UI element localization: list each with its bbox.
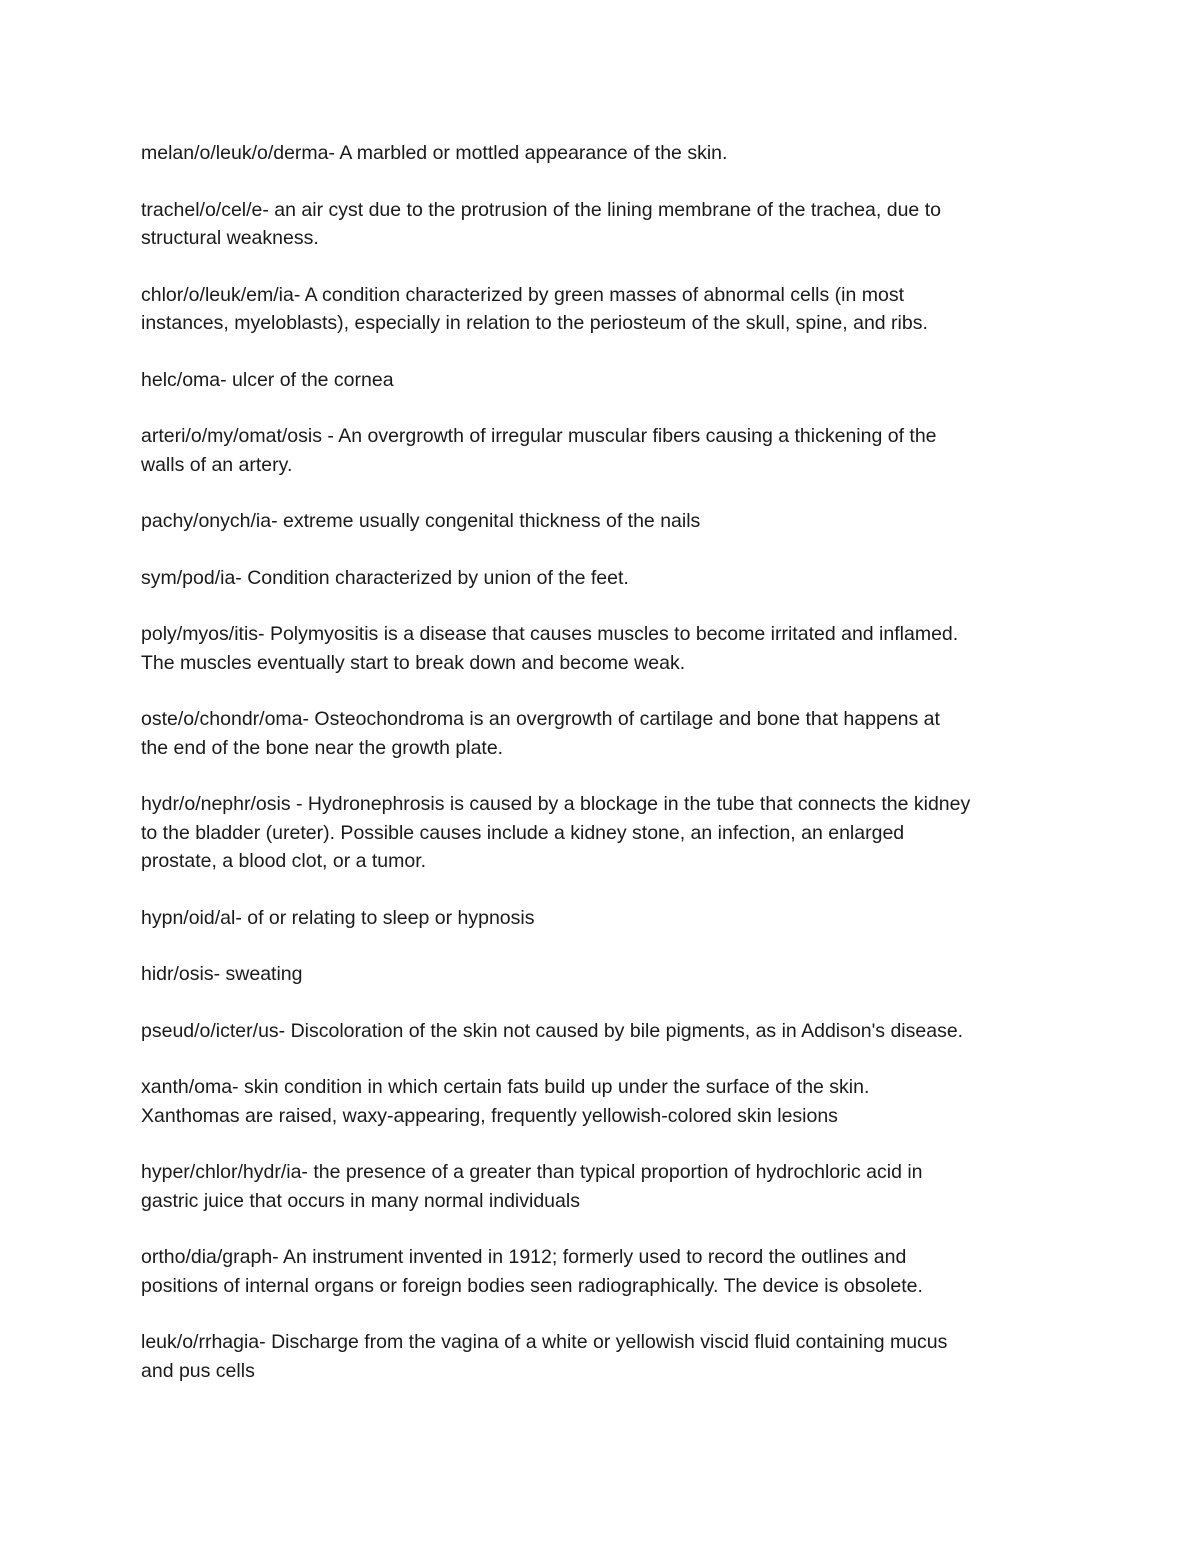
term-entry-polymyositis: poly/myos/itis- Polymyositis is a disease that causes muscles to become irritated and inflamed. The muscles eventually start to break down and become weak. — [141, 623, 959, 674]
term-entry-hidrosis: hidr/osis- sweating — [141, 963, 303, 985]
term-entry-orthodiagraph: ortho/dia/graph- An instrument invented in 1912; formerly used to record the outlines and positions of internal organs or foreign bodies seen radiographically. The device is obsolete. — [141, 1246, 923, 1297]
term-entry-arteriomyomatosis: arteri/o/my/omat/osis - An overgrowth of irregular muscular fibers causing a thickening of the walls of an artery. — [141, 425, 937, 476]
term-entry-xanthoma: xanth/oma- skin condition in which certain fats build up under the surface of the skin. Xanthomas are raised, waxy-appearing, frequently yellowish-colored skin lesions — [141, 1076, 870, 1127]
term-entry-tracheloceIe: trachel/o/cel/e- an air cyst due to the protrusion of the lining membrane of the trachea, due to structural weakness. — [141, 198, 941, 249]
term-entry-hydronephrosis: hydr/o/nephr/osis - Hydronephrosis is caused by a blockage in the tube that connects the kidney to the bladder (ureter). Possible causes include a kidney stone, an infection, an enlarged prostate, a blood clot, or a tumor. — [141, 793, 971, 872]
term-entry-sympodia: sym/pod/ia- Condition characterized by union of the feet. — [141, 566, 629, 589]
term-entry-pseudoicterus: pseud/o/icter/us- Discoloration of the skin not caused by bile pigments, as in Addison's disease. — [141, 1019, 964, 1042]
document-body — [141, 139, 1066, 1413]
term-entry-hypnoidal: hypn/oid/al- of or relating to sleep or hypnosis — [141, 906, 535, 929]
term-entry-chloroleukemia: chlor/o/leuk/em/ia- A condition characterized by green masses of abnormal cells (in most instances, myeloblasts), especially in relation to the periosteum of the skull, spine, and ribs. — [141, 283, 928, 334]
term-entry-hyperchlorhydria: hyper/chlor/hydr/ia- the presence of a greater than typical proportion of hydrochloric acid in gastric juice that occurs in many normal individuals — [141, 1161, 923, 1212]
term-entry-osteochondroma: oste/o/chondr/oma- Osteochondroma is an overgrowth of cartilage and bone that happens at the end of the bone near the growth plate. — [141, 708, 940, 759]
term-entry-melanoleukoderma: melan/o/leuk/o/derma- A marbled or mottled appearance of the skin. — [141, 142, 728, 164]
term-entry-leukorrhagia: leuk/o/rrhagia- Discharge from the vagina of a white or yellowish viscid fluid containing mucus and pus cells — [141, 1331, 948, 1382]
term-entry-pachyonychia: pachy/onych/ia- extreme usually congenital thickness of the nails — [141, 510, 701, 532]
term-entry-helcoma: helc/oma- ulcer of the cornea — [141, 368, 394, 391]
